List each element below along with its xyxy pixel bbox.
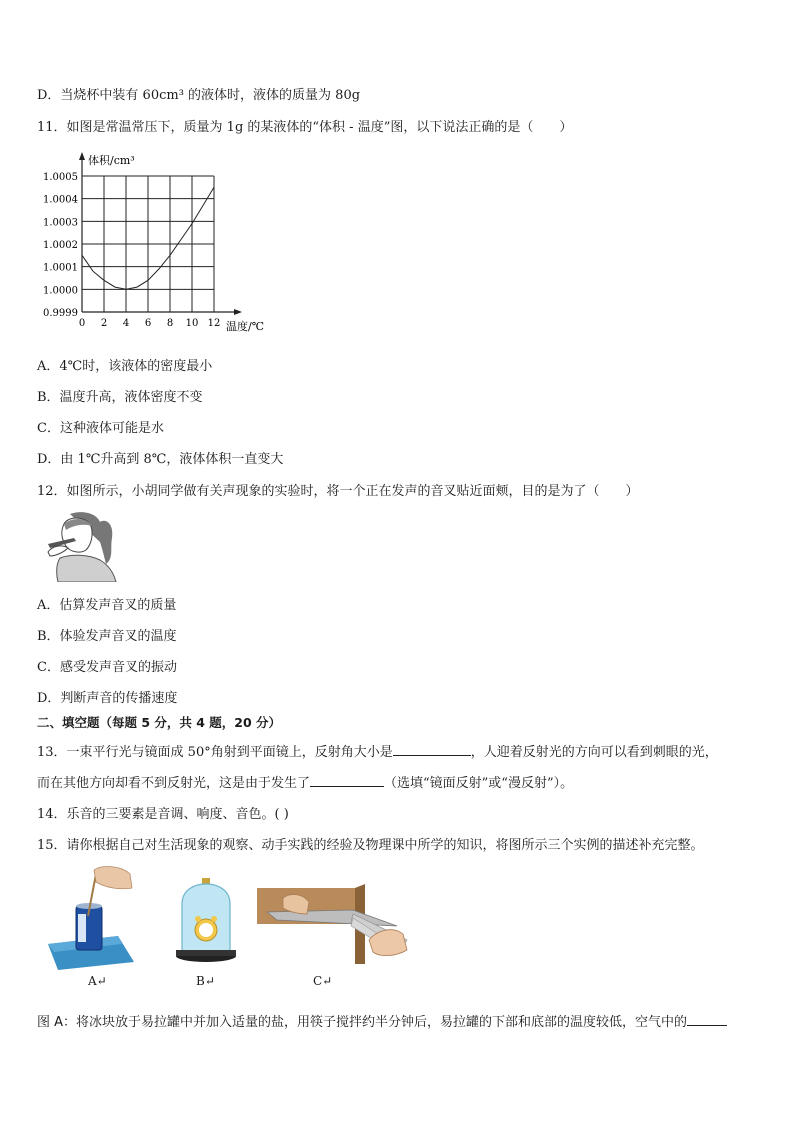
figure-a-blank xyxy=(687,1013,727,1026)
x-axis-arrow xyxy=(234,309,242,315)
q13-text-1: 13．一束平行光与镜面成 50°角射到平面镜上，反射角大小是 xyxy=(37,745,393,760)
volume-temperature-chart xyxy=(36,148,272,336)
q13-text-3: 而在其他方向却看不到反射光，这是由于发生了 xyxy=(37,776,311,791)
y-tick-label: 1.0000 xyxy=(43,285,78,297)
y-tick-label: 0.9999 xyxy=(43,308,78,319)
y-tick-label: 1.0001 xyxy=(43,262,78,274)
q11-option-c: C．这种液体可能是水 xyxy=(37,421,164,436)
figure-b-bell-jar xyxy=(172,878,240,966)
x-tick-label: 12 xyxy=(207,318,221,329)
x-axis-label: 温度/℃ xyxy=(226,320,265,333)
q13-line-2 xyxy=(37,772,573,791)
caption-b: B↵ xyxy=(196,974,215,988)
girl-tuning-fork-figure xyxy=(40,508,122,582)
x-tick-labels xyxy=(79,318,221,329)
x-tick-label: 0 xyxy=(78,318,86,329)
y-axis-arrow xyxy=(79,152,85,160)
q12-option-a: A．估算发声音叉的质量 xyxy=(37,598,177,613)
x-tick-label: 2 xyxy=(100,318,108,329)
q15-figure-a-text xyxy=(37,1011,727,1030)
q13-text-2: ，人迎着反射光的方向可以看到刺眼的光， xyxy=(470,745,718,760)
q11-stem: 11．如图是常温常压下，质量为 1g 的某液体的“体积 - 温度”图，以下说法正确的是（ ） xyxy=(37,120,573,135)
y-tick-labels xyxy=(43,172,78,319)
q13-blank-2 xyxy=(310,774,384,787)
figure-a-can xyxy=(44,866,136,970)
q13-text-4: （选填“镜面反射”或“漫反射”）。 xyxy=(384,776,574,791)
q14-stem: 14．乐音的三要素是音调、响度、音色。( ) xyxy=(37,807,289,822)
q10-option-d: D．当烧杯中装有 60cm³ 的液体时，液体的质量为 80g xyxy=(37,88,361,103)
q12-option-d: D．判断声音的传播速度 xyxy=(37,691,178,706)
q13-blank-1 xyxy=(393,743,471,756)
section-heading: 二、填空题（每题 5 分，共 4 题，20 分） xyxy=(37,715,282,730)
caption-c: C↵ xyxy=(313,974,333,988)
q12-option-b: B．体验发声音叉的温度 xyxy=(37,629,177,644)
y-tick-label: 1.0005 xyxy=(43,172,78,183)
figure-a-description: 图 A：将冰块放于易拉罐中并加入适量的盐，用筷子搅拌约半分钟后，易拉罐的下部和底部的温度较低，空气中的 xyxy=(37,1015,688,1030)
q11-option-d: D．由 1℃升高到 8℃，液体体积一直变大 xyxy=(37,452,284,467)
x-tick-label: 6 xyxy=(144,318,152,329)
q12-option-c: C．感受发声音叉的振动 xyxy=(37,660,177,675)
x-tick-label: 10 xyxy=(185,318,199,329)
q13-line-1 xyxy=(37,741,718,760)
q15-stem: 15．请你根据自己对生活现象的观察、动手实践的经验及物理课中所学的知识，将图所示三个实例的描述补充完整。 xyxy=(37,838,704,853)
q11-option-a: A．4℃时，该液体的密度最小 xyxy=(37,359,213,374)
q12-stem: 12．如图所示，小胡同学做有关声现象的实验时，将一个正在发声的音叉贴近面颊，目的是为了（ ） xyxy=(37,484,639,499)
figure-c-ruler xyxy=(257,884,415,968)
caption-a: A↵ xyxy=(88,974,107,988)
chart-grid xyxy=(82,176,214,312)
y-tick-label: 1.0002 xyxy=(43,240,78,251)
x-tick-label: 4 xyxy=(122,318,130,329)
y-tick-label: 1.0003 xyxy=(43,217,78,229)
y-tick-label: 1.0004 xyxy=(43,194,78,206)
x-tick-label: 8 xyxy=(166,318,174,329)
q11-option-b: B．温度升高，液体密度不变 xyxy=(37,390,203,405)
y-axis-label: 体积/cm³ xyxy=(88,154,135,167)
